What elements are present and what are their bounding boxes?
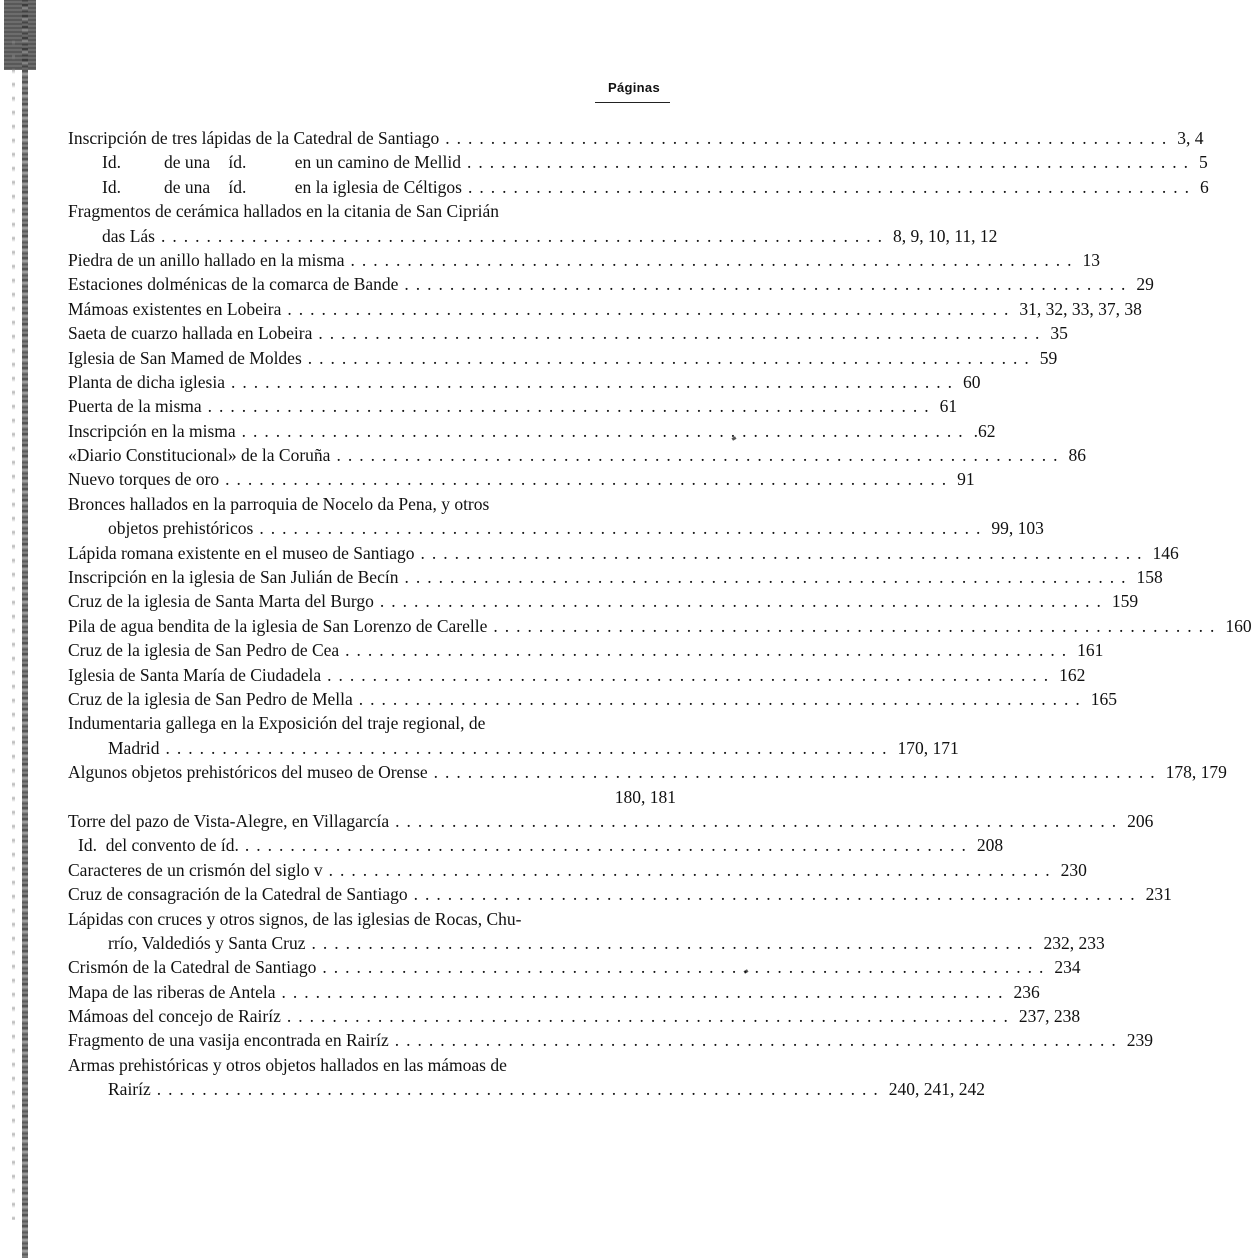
toc-entry — [68, 858, 1087, 882]
dot-leader: ................................................................ — [467, 176, 1196, 197]
entry-title: Cruz de la iglesia de San Pedro de Cea — [68, 640, 340, 661]
entry-title-cont: Rairíz — [108, 1079, 151, 1100]
entry-title: Iglesia de San Mamed de Moldes — [68, 347, 302, 368]
toc-entry — [68, 175, 1209, 199]
entry-title: Armas prehistóricas y otros objetos hallados en las mámoas de — [68, 1054, 507, 1075]
entry-pages: 230 — [1060, 859, 1087, 880]
dot-leader: ................................................................ — [404, 274, 1133, 295]
toc-entry — [68, 1028, 1153, 1052]
entry-title: Inscripción en la iglesia de San Julián de Becín — [68, 567, 399, 588]
toc-entry — [68, 614, 1252, 638]
entry-title: Indumentaria gallega en la Exposición del traje regional, de — [68, 713, 486, 734]
toc-entry — [68, 297, 1142, 321]
dot-leader: ................................................................ — [327, 664, 1056, 685]
entry-title: Cruz de consagración de la Catedral de Santiago — [68, 884, 408, 905]
entry-title: Fragmentos de cerámica hallados en la citania de San Ciprián — [68, 201, 500, 222]
entry-title-cont: objetos prehistóricos — [108, 518, 254, 539]
entry-title-cont: Madrid — [108, 737, 160, 758]
dot-leader: ................................................................ — [345, 640, 1074, 661]
entry-pages: 86 — [1068, 445, 1086, 466]
toc-entry — [68, 370, 981, 394]
entry-title: Nuevo torques de oro — [68, 469, 220, 490]
entry-title: en un camino de Mellid — [294, 152, 461, 173]
scan-artifact — [12, 40, 15, 1220]
toc-entry — [68, 955, 1081, 979]
dot-leader: ................................................................ — [322, 957, 1051, 978]
entry-pages: 3, 4 — [1177, 128, 1204, 148]
entry-pages: 170, 171 — [897, 737, 959, 758]
dot-leader: ................................................................ — [328, 859, 1057, 880]
dot-leader: ................................................................ — [379, 591, 1108, 612]
entry-title: Inscripción de tres lápidas de la Catedral de Santiago — [68, 128, 440, 148]
entry-pages: 231 — [1145, 884, 1172, 905]
entry-pages: 161 — [1077, 640, 1104, 661]
dot-leader: ................................................................ — [160, 225, 889, 246]
header-rule — [595, 102, 670, 103]
dot-leader: ................................................................ — [420, 542, 1149, 563]
toc-entry — [68, 126, 1204, 150]
entry-pages: 35 — [1050, 323, 1068, 344]
entry-title: Estaciones dolménicas de la comarca de Bande — [68, 274, 399, 295]
toc-entry — [68, 272, 1154, 296]
dot-leader: ................................................................ — [244, 835, 973, 856]
entry-pages: 236 — [1013, 981, 1040, 1002]
entry-pages: 232, 233 — [1043, 932, 1105, 953]
entry-pages: 61 — [939, 396, 958, 417]
toc-entry — [68, 248, 1101, 272]
entry-title: Bronces hallados en la parroquia de Nocelo da Pena, y otros — [68, 493, 490, 514]
entry-title: Mámoas del concejo de Rairíz — [68, 1006, 281, 1027]
entry-title: Pila de agua bendita de la iglesia de San Lorenzo de Carelle — [68, 615, 488, 636]
dot-leader: ................................................................ — [281, 981, 1010, 1002]
entry-pages: 234 — [1054, 957, 1081, 978]
entry-title: Cruz de la iglesia de San Pedro de Mella — [68, 688, 353, 709]
dot-leader: ................................................................ — [259, 518, 988, 539]
toc-entry — [68, 638, 1104, 662]
entry-pages: 5 — [1198, 152, 1208, 173]
toc-entry — [68, 321, 1068, 345]
entry-title: Inscripción en la misma — [68, 420, 236, 441]
toc-entry — [68, 565, 1163, 589]
entry-ditto: íd. — [228, 176, 247, 197]
entry-title-cont: das Lás — [102, 225, 155, 246]
scan-artifact — [4, 0, 36, 70]
entry-title: Lápida romana existente en el museo de Santiago — [68, 542, 415, 563]
entry-pages: 208 — [976, 835, 1004, 856]
dot-leader: ................................................................ — [286, 1006, 1015, 1027]
entry-ditto: de una — [164, 176, 211, 197]
dot-leader: ................................................................ — [156, 1079, 885, 1100]
entry-title: Algunos objetos prehistóricos del museo de Orense — [68, 762, 428, 783]
entry-title: en la iglesia de Céltigos — [294, 176, 462, 197]
entry-title: Saeta de cuarzo hallada en Lobeira — [68, 323, 313, 344]
entry-ditto: Id. — [102, 176, 121, 197]
entry-title: Piedra de un anillo hallado en la misma — [68, 249, 345, 270]
toc-entry — [68, 1004, 1081, 1028]
toc-entry — [68, 980, 1040, 1004]
dot-leader: ................................................................ — [466, 152, 1195, 173]
dot-leader: ................................................................ — [241, 420, 970, 441]
scan-binding-edge — [0, 0, 40, 1258]
entry-title: Mapa de las riberas de Antela — [68, 981, 276, 1002]
toc-entry — [68, 419, 996, 443]
entry-ditto: de una — [164, 152, 211, 173]
entry-pages: 91 — [957, 469, 975, 490]
toc-entry — [68, 467, 975, 491]
dot-leader: ................................................................ — [358, 688, 1087, 709]
scan-artifact — [22, 0, 28, 1258]
entry-pages: 158 — [1136, 567, 1163, 588]
entry-pages: 13 — [1082, 249, 1101, 270]
dot-leader: ................................................................ — [336, 445, 1065, 466]
entry-title: Iglesia de Santa María de Ciudadela — [68, 664, 322, 685]
entry-pages: 162 — [1059, 664, 1086, 685]
toc-entry — [68, 443, 1086, 467]
dot-leader: ................................................................ — [394, 1030, 1123, 1051]
pages-column-label: Páginas — [608, 80, 660, 95]
entry-pages: 146 — [1152, 542, 1179, 563]
entry-pages: 160 — [1225, 615, 1252, 636]
entry-pages: 59 — [1039, 347, 1058, 368]
toc-entry — [68, 687, 1118, 711]
entry-title: Fragmento de una vasija encontrada en Rairíz — [68, 1030, 389, 1051]
entry-pages: 29 — [1136, 274, 1154, 295]
entry-pages: 206 — [1127, 810, 1154, 831]
toc-entry-continuation — [68, 516, 1044, 540]
toc-entry — [68, 541, 1179, 565]
dot-leader: ................................................................ — [350, 249, 1079, 270]
entry-title: Planta de dicha iglesia — [68, 371, 225, 392]
dot-leader: ................................................................ — [318, 323, 1047, 344]
entry-pages: 165 — [1090, 688, 1118, 709]
toc-entry-continuation — [68, 224, 998, 248]
dot-leader: ................................................................ — [207, 396, 936, 417]
entry-ditto: Id. — [78, 835, 97, 856]
entry-pages: 6 — [1199, 176, 1209, 197]
entry-title: Mámoas existentes en Lobeira — [68, 298, 282, 319]
dot-leader: ................................................................ — [225, 469, 954, 490]
dot-leader: ................................................................ — [311, 932, 1040, 953]
toc-entry — [68, 760, 1227, 784]
dot-leader: ................................................................ — [165, 737, 894, 758]
toc-entry — [68, 809, 1154, 833]
entry-title: Caracteres de un crismón del siglo v — [68, 859, 323, 880]
toc-entry — [68, 663, 1086, 687]
toc-entry — [68, 711, 676, 735]
entry-pages: 240, 241, 242 — [888, 1079, 986, 1100]
entry-pages: 99, 103 — [991, 518, 1044, 539]
entry-ditto: Id. — [102, 152, 121, 173]
entry-title: del convento de íd. — [105, 835, 239, 856]
entry-title: Cruz de la iglesia de Santa Marta del Burgo — [68, 591, 374, 612]
entry-title: Crismón de la Catedral de Santiago — [68, 957, 317, 978]
toc-entry — [68, 394, 958, 418]
dot-leader: ................................................................ — [404, 567, 1133, 588]
toc-entry — [68, 833, 1004, 857]
entry-pages: 239 — [1126, 1030, 1153, 1051]
entry-title: Torre del pazo de Vista-Alegre, en Villagarcía — [68, 810, 390, 831]
entry-pages: .62 — [973, 420, 996, 441]
entry-pages: 159 — [1111, 591, 1139, 612]
dot-leader: ................................................................ — [413, 884, 1142, 905]
toc-entry — [68, 150, 1208, 174]
entry-title: Puerta de la misma — [68, 396, 202, 417]
dot-leader: ................................................................ — [493, 615, 1222, 636]
entry-title: Lápidas con cruces y otros signos, de las iglesias de Rocas, Chu- — [68, 908, 522, 929]
toc-entry — [68, 199, 676, 223]
entry-pages: 31, 32, 33, 37, 38 — [1019, 298, 1142, 319]
dot-leader: ................................................................ — [230, 371, 959, 392]
entry-pages: 237, 238 — [1018, 1006, 1081, 1027]
entry-pages: 180, 181 — [614, 786, 676, 807]
toc-entry — [68, 492, 676, 516]
dot-leader: ................................................................ — [445, 128, 1174, 148]
entry-pages: 178, 179 — [1165, 762, 1227, 783]
toc-entry — [68, 907, 676, 931]
toc-entry-continuation — [68, 1077, 986, 1101]
index-of-illustrations — [68, 126, 1252, 1102]
toc-entry — [68, 346, 1058, 370]
toc-entry — [68, 1053, 676, 1077]
dot-leader: ................................................................ — [307, 347, 1036, 368]
dot-leader: ................................................................ — [287, 298, 1016, 319]
dot-leader: ................................................................ — [395, 810, 1124, 831]
toc-entry — [68, 882, 1172, 906]
toc-entry — [68, 589, 1139, 613]
toc-entry-continuation — [68, 736, 959, 760]
entry-title: «Diario Constitucional» de la Coruña — [68, 445, 331, 466]
entry-ditto: íd. — [228, 152, 247, 173]
entry-title-cont: rrío, Valdediós y Santa Cruz — [108, 932, 306, 953]
dot-leader: ................................................................ — [433, 762, 1162, 783]
toc-entry-continuation — [68, 785, 676, 809]
entry-pages: 8, 9, 10, 11, 12 — [892, 225, 998, 246]
entry-pages: 60 — [962, 371, 981, 392]
toc-entry-continuation — [68, 931, 1105, 955]
